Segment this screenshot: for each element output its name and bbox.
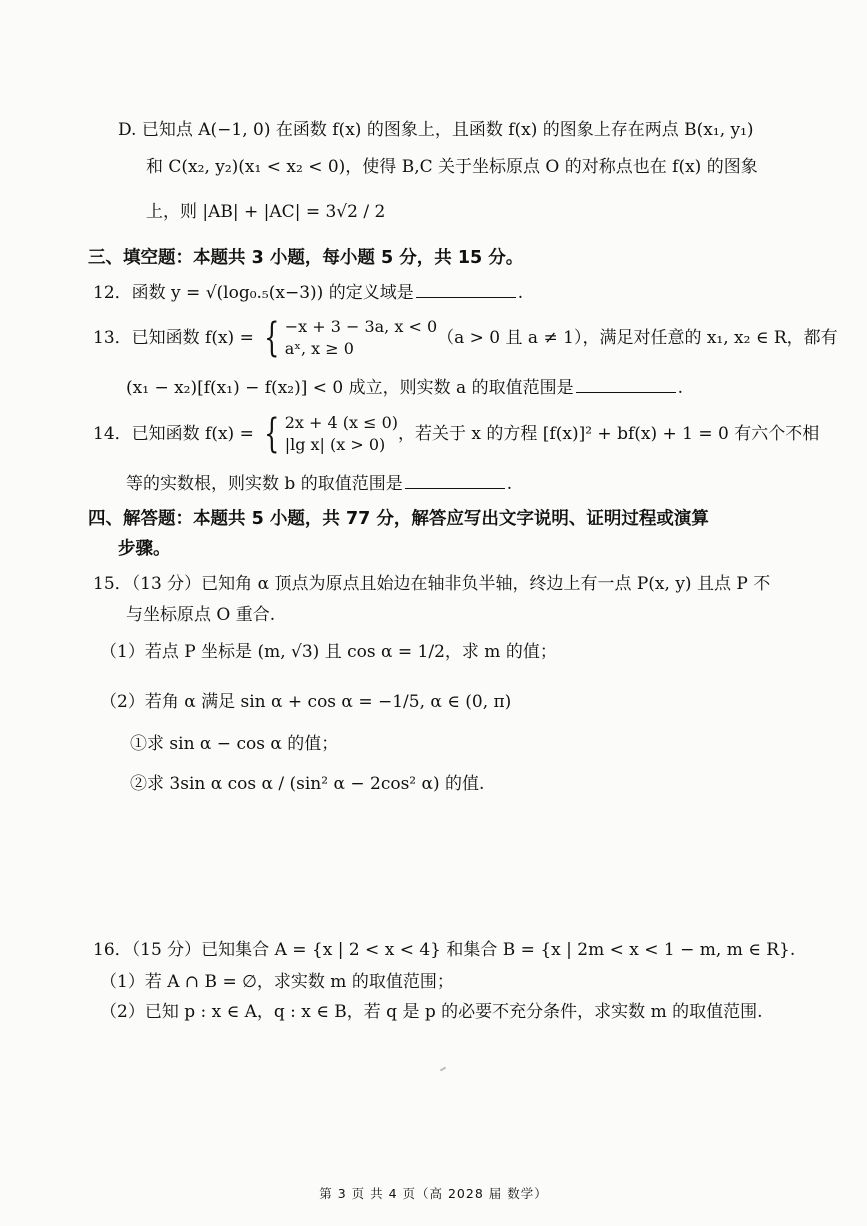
piecewise-cases-13 xyxy=(285,316,437,360)
piecewise-brace-14: { xyxy=(264,411,280,457)
option-d-line-1: D. 已知点 A(−1, 0) 在函数 f(x) 的图象上，且函数 f(x) 的图象上存在两点 B(x₁, y₁) xyxy=(118,120,754,140)
question-16-part-2: （2）已知 p : x ∈ A，q : x ∈ B，若 q 是 p 的必要不充分条件，求实数 m 的取值范围. xyxy=(100,1002,763,1022)
question-13-line-1 xyxy=(93,316,838,368)
question-15-part-2-sub-1: ①求 sin α − cos α 的值； xyxy=(130,734,339,754)
option-d-line-2: 和 C(x₂, y₂)(x₁ < x₂ < 0)，使得 B,C 关于坐标原点 O 的对称点也在 f(x) 的图象 xyxy=(146,157,758,177)
page-footer: 第 3 页 共 4 页（高 2028 届 数学） xyxy=(319,1186,548,1201)
case-14-2: |lg x| (x > 0) xyxy=(284,435,386,454)
question-14-lead: 14．已知函数 f(x) = xyxy=(93,424,260,444)
question-12-text: 12．函数 y = √(log₀.₅(x−3)) 的定义域是 xyxy=(93,283,414,303)
question-16-line-1: 16．（15 分）已知集合 A = {x | 2 < x < 4} 和集合 B = {x | 2m < x < 1 − m, m ∈ R}. xyxy=(93,940,796,960)
question-14-tail: ，若关于 x 的方程 [f(x)]² + bf(x) + 1 = 0 有六个不相 xyxy=(398,424,820,444)
question-15-line-2: 与坐标原点 O 重合. xyxy=(126,605,276,625)
scan-smudge xyxy=(440,1067,446,1072)
question-15-part-1: （1）若点 P 坐标是 (m, √3) 且 cos α = 1/2，求 m 的值； xyxy=(100,642,557,662)
question-15-part-2-sub-2: ②求 3sin α cos α / (sin² α − 2cos² α) 的值. xyxy=(130,774,485,794)
section-4-heading-line-1: 四、解答题：本题共 5 小题，共 77 分，解答应写出文字说明、证明过程或演算 xyxy=(88,509,709,529)
question-15-part-2: （2）若角 α 满足 sin α + cos α = −1/5, α ∈ (0, π) xyxy=(100,692,512,712)
piecewise-cases-14 xyxy=(285,412,398,456)
answer-blank-14[interactable] xyxy=(405,472,505,489)
question-13-line-2: (x₁ − x₂)[f(x₁) − f(x₂)] < 0 成立，则实数 a 的取值范围是 . xyxy=(126,378,683,398)
case-13-1: −x + 3 − 3a, x < 0 xyxy=(284,317,438,336)
section-4-heading-line-2: 步骤。 xyxy=(118,539,171,559)
question-14-line-1 xyxy=(93,412,819,464)
piecewise-brace-13: { xyxy=(264,315,280,361)
answer-blank-12[interactable] xyxy=(416,281,516,298)
answer-blank-13[interactable] xyxy=(576,376,676,393)
question-13-tail: （a > 0 且 a ≠ 1），满足对任意的 x₁, x₂ ∈ R，都有 xyxy=(437,328,838,348)
question-14-line-2: 等的实数根，则实数 b 的取值范围是 . xyxy=(126,474,513,494)
case-13-2: aˣ, x ≥ 0 xyxy=(284,339,354,358)
question-13-lead: 13．已知函数 f(x) = xyxy=(93,328,260,348)
question-13-text-2: (x₁ − x₂)[f(x₁) − f(x₂)] < 0 成立，则实数 a 的取值范围是 xyxy=(126,378,574,398)
option-d-line-3: 上，则 |AB| + |AC| = 3√2 / 2 xyxy=(146,202,386,222)
question-16-part-1: （1）若 A ∩ B = ∅，求实数 m 的取值范围； xyxy=(100,972,454,992)
question-15-line-1: 15．（13 分）已知角 α 顶点为原点且始边在轴非负半轴，终边上有一点 P(x, y) 且点 P 不 xyxy=(93,574,771,594)
question-12: 12．函数 y = √(log₀.₅(x−3)) 的定义域是 . xyxy=(93,283,524,303)
question-14-text-2: 等的实数根，则实数 b 的取值范围是 xyxy=(126,474,403,494)
section-3-heading: 三、填空题：本题共 3 小题，每小题 5 分，共 15 分。 xyxy=(88,248,524,268)
case-14-1: 2x + 4 (x ≤ 0) xyxy=(284,413,398,432)
